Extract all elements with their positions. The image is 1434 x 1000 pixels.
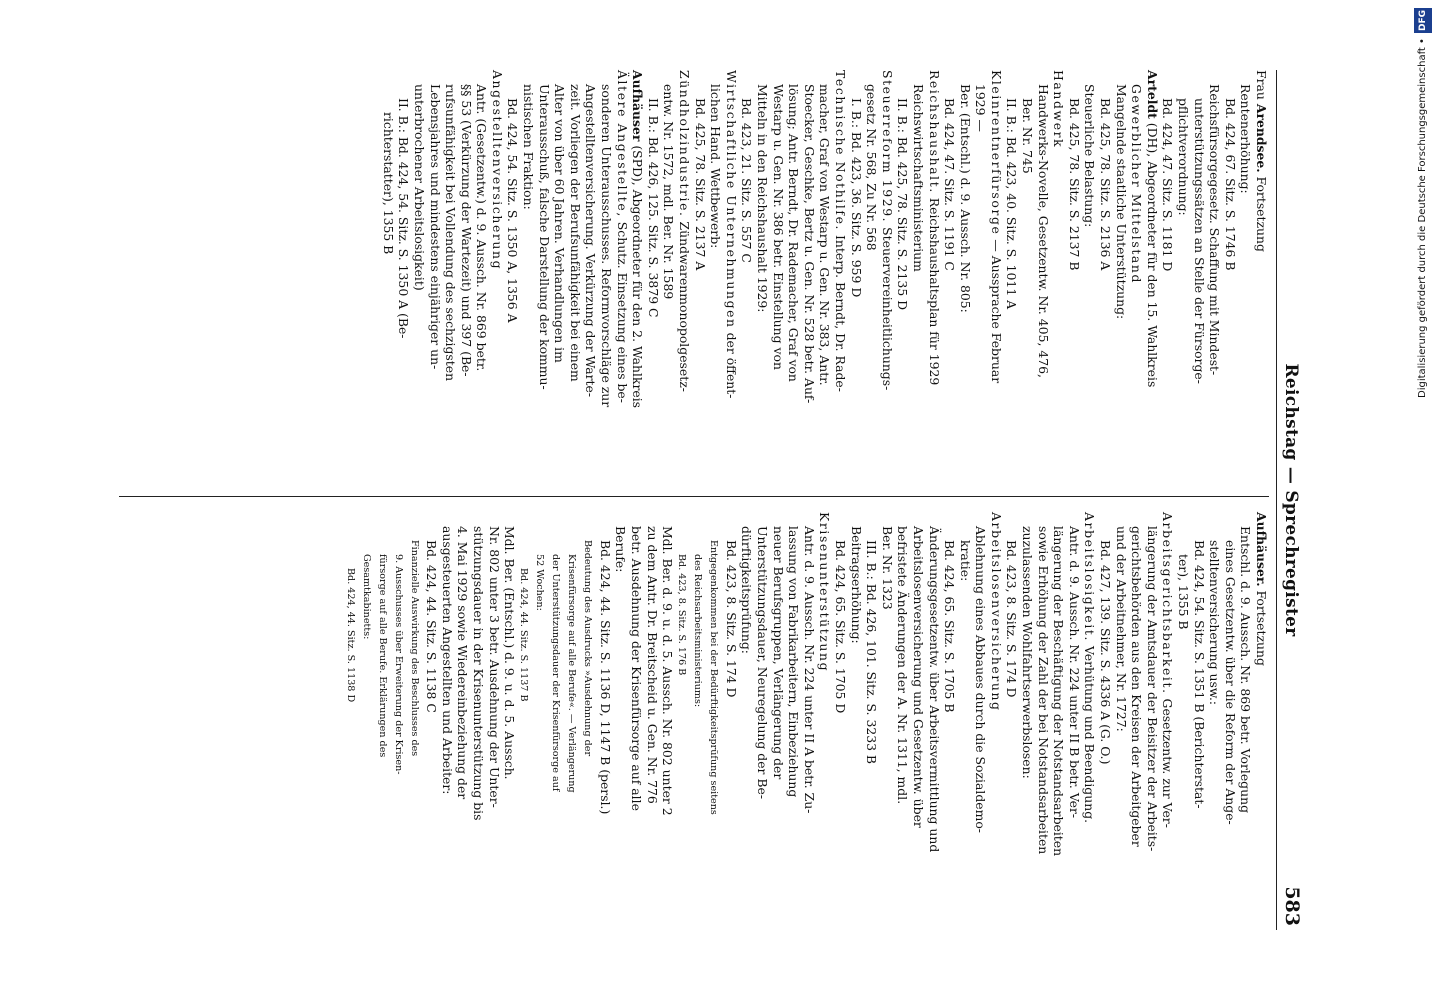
subject-heading: Ältere Angestellte, — [614, 70, 630, 218]
register-page — [107, 70, 1307, 930]
register-text: Reichswirtschaftsministerium — [910, 84, 926, 272]
register-text: Mdl. Ber. (Entschl.) d. 9. u. d. 5. Aussch. — [502, 526, 518, 780]
register-text: Steuerliche Belastung: — [1082, 84, 1098, 228]
register-text: pflichtverordnung: — [1176, 98, 1192, 216]
register-line — [628, 512, 644, 920]
register-line — [661, 70, 677, 478]
speaker-name: Arteldt — [1144, 70, 1160, 119]
register-line — [411, 70, 427, 478]
register-line — [502, 512, 518, 920]
register-text: neuer Berufsgruppen, Verlängerung der — [770, 526, 786, 780]
dfg-logo: DFG — [1414, 8, 1432, 33]
register-text: Ber. Nr. 745 — [1020, 98, 1036, 174]
register-line — [848, 70, 864, 478]
register-line — [895, 70, 911, 478]
subject-heading: Reichshaushalt. — [926, 70, 942, 194]
register-line — [723, 512, 739, 920]
register-text: II. B.: Bd. 423, 40. Sitz. S. 1011 A — [1004, 98, 1020, 310]
register-text: Bd. 425, 78. Sitz. S. 2136 A — [1098, 98, 1114, 271]
register-text: Schutz. Einsetzung eines be- — [614, 217, 630, 403]
register-text: befristete Änderungen der A. Nr. 1311, mdl. — [895, 526, 911, 805]
register-line — [645, 70, 661, 478]
register-line — [942, 512, 958, 920]
funding-note-text — [1414, 8, 1430, 988]
register-text: Antr. (Gesetzentw.) d. 9. Aussch. Nr. 869 betr. — [474, 84, 490, 372]
register-line — [1129, 512, 1145, 920]
register-line — [470, 512, 486, 920]
register-line — [1082, 70, 1098, 478]
page-header — [1273, 70, 1307, 930]
register-text: längerung der Amtsdauer der Beisitzer der Arbeits- — [1144, 526, 1160, 852]
subject-heading: Arbeitslosigkeit. — [1082, 512, 1098, 643]
register-text: II. B.: Bd. 425, 78. Sitz. S. 2135 D — [895, 98, 911, 311]
right-column — [344, 512, 1269, 920]
register-text: lassung von Fabrikarbeitern, Einbeziehung — [786, 526, 802, 798]
register-line — [864, 512, 880, 920]
register-line — [614, 70, 630, 478]
register-line — [691, 512, 707, 920]
register-line — [973, 512, 989, 920]
register-line — [486, 512, 502, 920]
register-text: betr. Ausdehnung der Krisenfürsorge auf alle — [629, 526, 645, 811]
register-text: III. B.: Bd. 426, 101. Sitz. S. 3233 B — [864, 540, 880, 765]
speaker-name: Arendsee. — [1254, 103, 1269, 173]
register-text: II. B.: Bd. 426, 125. Sitz. S. 3879 C — [645, 98, 661, 318]
register-line — [1035, 512, 1051, 920]
register-text: Mitteln in den Reichshaushalt 1929: — [755, 84, 770, 313]
register-text: Finanzielle Auswirkung des Beschlusses des — [408, 540, 420, 757]
register-line — [1097, 512, 1113, 920]
register-line — [926, 70, 942, 478]
register-line — [1051, 70, 1067, 478]
register-line — [942, 70, 958, 478]
subject-heading: Steuerreform 1929. — [879, 70, 895, 224]
register-text: lösung; Antr. Berndt, Dr. Rademacher, Graf von — [786, 84, 802, 382]
register-text: Antr. d. 9. Aussch. Nr. 224 unter II B betr. Ver- — [1066, 526, 1082, 819]
register-line — [396, 70, 412, 478]
register-line — [739, 512, 755, 920]
register-line — [879, 512, 895, 920]
register-text: Nr. 802 unter 3 betr. Ausdehnung der Unter- — [486, 526, 502, 808]
funding-note — [1411, 0, 1434, 1000]
register-text: dürftigkeitsprüfung: — [739, 526, 755, 654]
register-line — [864, 70, 880, 478]
register-line — [521, 70, 537, 478]
register-line — [723, 70, 739, 478]
register-line — [1129, 70, 1145, 478]
register-line — [692, 70, 708, 478]
register-text: Bd. 424, 44. Sitz. S. 1137 B — [518, 568, 530, 702]
register-text: Gesamtkabinetts: — [360, 554, 372, 640]
register-line — [597, 512, 613, 920]
register-text: Bd. 424, 44. Sitz. S. 1138 C — [424, 540, 440, 713]
register-line — [770, 512, 786, 920]
register-text: Bd. 423, 8. Sitz. S. 174 D — [723, 540, 739, 698]
register-line — [613, 512, 629, 920]
funding-note-separator: • — [1417, 38, 1428, 45]
register-text: 52 Wochen: — [534, 554, 546, 611]
register-text: Gesetzentw. zur Ver- — [1160, 694, 1176, 828]
register-line — [630, 70, 646, 478]
subject-heading: Arbeitslosenversicherung — [988, 512, 1004, 712]
register-text: Krisenfürsorge auf alle Berufe«. — Verlängerung — [566, 554, 578, 793]
register-line — [1113, 512, 1129, 920]
register-text: Bd. 425, 78. Sitz. S. 2137 A — [692, 98, 708, 271]
register-text: I. B.: Bd. 423, 36. Sitz. S. 959 D — [848, 98, 864, 298]
register-line — [879, 70, 895, 478]
register-line — [1160, 70, 1176, 478]
register-text: Bd. 424, 65. Sitz. S. 1705 D — [832, 540, 848, 714]
register-text: Bd. 424, 65. Sitz. S. 1705 B — [942, 540, 958, 713]
register-text: nistischen Fraktion: — [521, 84, 537, 210]
register-line — [1097, 70, 1113, 478]
register-text: Beitragserhöhung: — [848, 526, 864, 644]
register-line — [1020, 70, 1036, 478]
register-text: sowie Erhöhung der Zahl der bei Notstandsarbeiten — [1035, 526, 1051, 855]
subject-heading: Wirtschaftliche Unternehmungen — [723, 70, 739, 329]
register-line — [1175, 70, 1191, 478]
register-line — [644, 512, 660, 920]
register-line — [1082, 512, 1098, 920]
register-text: zeit. Vorliegen der Berufsunfähigkeit bei einem — [567, 84, 583, 382]
register-line — [567, 70, 583, 478]
register-line — [973, 70, 989, 478]
register-line — [1066, 70, 1082, 478]
register-line — [1144, 70, 1160, 478]
page-title: Reichstag — Sprechregister — [1281, 363, 1301, 637]
speaker-name: Aufhäuser — [630, 70, 646, 142]
register-text: des Reichsarbeitsministeriums: — [692, 554, 704, 708]
column-divider — [119, 496, 1269, 497]
register-text: zuzulassenden Wohlfahrtserwerbslosen: — [1020, 526, 1036, 779]
register-line — [988, 70, 1004, 478]
register-text: Mangelnde staatliche Unterstützung: — [1113, 84, 1129, 320]
register-text: Reichshaushaltsplan für 1929 — [926, 193, 942, 386]
register-line — [832, 70, 848, 478]
register-text: Bd. 423, 8. Sitz. S. 176 B — [676, 554, 688, 676]
register-text: Frau — [1254, 70, 1269, 104]
register-text: Entgegenkommen bei der Bedürftigkeitsprüfung seitens — [708, 540, 720, 815]
register-text: Bd. 424, 47. Sitz. S. 1191 C — [942, 98, 958, 271]
register-text: Ber. (Entschl.) d. 9. Aussch. Nr. 805: — [957, 84, 973, 313]
register-text: Unterausschuß, falsche Darstellung der kommu- — [536, 84, 552, 390]
register-line — [360, 512, 376, 920]
register-text: Bd. 424, 47. Sitz. S. 1181 D — [1160, 98, 1176, 272]
register-line — [1066, 512, 1082, 920]
register-text: Alter von über 60 Jahren. Verhandlungen im — [552, 84, 568, 363]
register-text: §§ 53 (Verkürzung der Wartezeit) und 397 (Be- — [458, 84, 474, 377]
register-line — [1004, 512, 1020, 920]
register-line — [1238, 70, 1254, 478]
register-text: fürsorge auf alle Berufe. Erklärungen des — [376, 554, 388, 758]
register-text: unterstützungssätzen an Stelle der Fürsorge- — [1191, 98, 1207, 384]
register-line — [675, 512, 691, 920]
register-text: Angestelltenversicherung. Verkürzung der Warte- — [583, 84, 599, 398]
register-line — [1035, 70, 1051, 478]
subject-heading: Handwerk — [1051, 70, 1067, 149]
register-line — [707, 512, 723, 920]
register-line — [583, 70, 599, 478]
register-text: Bd. 424, 67. Sitz. S. 1746 B — [1222, 98, 1238, 271]
register-text: Bd. 424, 44. Sitz. S. 1138 D — [344, 568, 356, 703]
register-text: ter), 1355 B — [1176, 554, 1192, 630]
register-text: Fortsetzung — [1254, 586, 1269, 666]
register-text: Arbeitslosenversicherung und Gesetzentw. über — [910, 526, 926, 828]
register-text: unterbrochener Arbeitslosigkeit) — [411, 84, 427, 291]
subject-heading: Krisenunterstützung — [817, 512, 833, 673]
register-text: Antr. d. 9. Aussch. Nr. 224 unter II A betr. Zu- — [801, 526, 817, 814]
register-line — [474, 70, 490, 478]
register-text: Unterstützungsdauer, Neuregelung der Be- — [755, 526, 770, 800]
register-line — [786, 70, 802, 478]
register-text: Lebensjahres und mindestens einjähriger un- — [427, 84, 443, 370]
register-text: Ber. Nr. 1323 — [879, 526, 895, 610]
register-line — [817, 512, 833, 920]
register-line — [458, 70, 474, 478]
register-text: Stoecker, Geschke, Bertz u. Gen. Nr. 528 betr. Auf- — [801, 84, 817, 404]
header-rule — [1276, 70, 1277, 930]
register-text: längerung der Beschäftigung der Notstandsarbeiten — [1051, 526, 1067, 857]
register-text: kratie: — [957, 540, 973, 582]
register-text: Mdl. Ber. d. 9. u. d. 5. Aussch. Nr. 802 unter 2 — [660, 526, 676, 816]
register-line — [926, 512, 942, 920]
register-line — [801, 512, 817, 920]
register-line — [957, 70, 973, 478]
left-column — [380, 70, 1269, 478]
register-line — [895, 512, 911, 920]
speaker-name: Aufhäuser. — [1254, 512, 1269, 587]
register-line — [988, 512, 1004, 920]
register-line — [344, 512, 360, 920]
register-text: Interp. Berndt, Dr. Rade- — [832, 231, 848, 392]
register-line — [754, 70, 770, 478]
subject-heading: Angestelltenversicherung — [489, 70, 505, 271]
register-text: Änderungsgesetzentw. über Arbeitsvermittlung und — [926, 526, 942, 853]
register-text: gesetz Nr. 568, Zu Nr. 568 — [864, 84, 880, 251]
register-text: Bedeutung des Ausdrucks »Ausdehnung der — [582, 540, 594, 757]
register-text: ausgesteuerten Angestellten und Arbeiter: — [439, 526, 455, 795]
register-text: richterstatter), 1355 B — [380, 112, 396, 255]
register-text: Ablehnung eines Abbaues durch die Sozialdemo- — [973, 526, 989, 833]
register-text: und der Arbeitnehmer, Nr. 1727: — [1113, 526, 1129, 732]
register-text: zu dem Antr. Dr. Breitscheid u. Gen. Nr. 776 — [644, 526, 660, 804]
register-line — [1222, 70, 1238, 478]
register-text: Reichsfürsorgegesetz. Schaffung mit Mindest- — [1207, 84, 1223, 376]
register-text: Verhütung und Beendigung. — [1082, 642, 1098, 824]
register-line — [754, 512, 770, 920]
register-line — [598, 70, 614, 478]
register-text: eines Gesetzentw. über die Reform der Ange- — [1222, 540, 1238, 825]
register-text: Entschl. d. 9. Aussch. Nr. 869 betr. Vorlegung — [1238, 526, 1254, 813]
register-text: Bd. 423, 21. Sitz. S. 557 C — [739, 98, 755, 263]
register-line — [832, 512, 848, 920]
register-text: Zündwarenmonopolgesetz- — [677, 217, 693, 392]
register-line — [801, 70, 817, 478]
register-text: macher, Graf von Westarp u. Gen. Nr. 383, Antr. — [817, 84, 833, 386]
register-line — [660, 512, 676, 920]
register-text: Fortsetzung — [1254, 172, 1269, 252]
register-text: 4. Mai 1929 sowie Wiedereinbeziehung der — [455, 526, 471, 800]
register-line — [1113, 70, 1129, 478]
register-line — [910, 512, 926, 920]
register-line — [676, 70, 692, 478]
subject-heading: Arbeitsgerichtsbarkeit. — [1160, 512, 1176, 695]
register-line — [1191, 512, 1207, 920]
register-text: Steuervereinheitlichungs- — [879, 223, 895, 391]
register-text: gerichtsbehörden aus den Kreisen der Arbeitgeber — [1129, 526, 1145, 847]
register-line — [376, 512, 392, 920]
register-text: — Aussprache Februar — [988, 235, 1004, 384]
register-line — [424, 512, 440, 920]
register-line — [1004, 70, 1020, 478]
register-text: Bd. 424, 54. Sitz. S. 1350 A, 1356 A — [505, 98, 521, 323]
register-line — [739, 70, 755, 478]
register-text: Bd. 427, 139. Sitz. S. 4336 A (G. O.) — [1098, 540, 1114, 765]
subject-heading: Kleinrentnerfürsorge — [988, 70, 1004, 236]
subject-heading: Gewerblicher Mittelstand — [1129, 84, 1145, 285]
register-text: der öffent- — [723, 328, 739, 399]
register-line — [848, 512, 864, 920]
register-text: der Unterstützungsdauer der Krisenfürsorge auf — [550, 554, 562, 792]
register-text: Bd. 425, 78. Sitz. S. 2137 B — [1066, 98, 1082, 271]
register-line — [708, 70, 724, 478]
register-line — [1238, 512, 1254, 920]
register-text: Bd. 424, 54. Sitz. S. 1351 B (Berichterstat- — [1191, 540, 1207, 809]
register-line — [1207, 70, 1223, 478]
register-text: lichen Hand. Wettbewerb: — [708, 84, 724, 249]
subject-heading: Zündholzindustrie. — [677, 70, 693, 218]
register-line — [439, 512, 455, 920]
register-line — [1207, 512, 1223, 920]
register-line — [505, 70, 521, 478]
register-line — [443, 70, 459, 478]
funding-note-label: Digitalisierung gefördert durch die Deutsche Forschungsgemeinschaft — [1417, 47, 1428, 399]
register-line — [1051, 512, 1067, 920]
page-number: 583 — [1281, 886, 1303, 926]
register-line — [565, 512, 581, 920]
register-line — [517, 512, 533, 920]
register-text: stelltenversicherung usw.: — [1207, 540, 1223, 706]
register-text: II. B.: Bd. 424, 54. Sitz. S. 1350 A (Be- — [396, 98, 412, 339]
register-text: rufsunfähigkeit bei Vollendung des sechzigsten — [443, 84, 459, 382]
register-text: (SPD), Abgeordneter für den 2. Wahlkreis — [630, 141, 646, 409]
register-line — [380, 70, 396, 478]
register-text: Bd. 423, 8. Sitz. S. 174 D — [1004, 540, 1020, 698]
register-line — [1253, 70, 1269, 478]
register-text: entw. Nr. 1572, mdl. Ber. Nr. 1589 — [661, 84, 677, 300]
register-line — [910, 70, 926, 478]
register-text: (DH), Abgeordneter für den 15. Wahlkreis — [1144, 118, 1160, 388]
register-line — [392, 512, 408, 920]
register-line — [1191, 70, 1207, 478]
register-line — [1144, 512, 1160, 920]
register-line — [536, 70, 552, 478]
register-line — [549, 512, 565, 920]
register-line — [1175, 512, 1191, 920]
register-text: Berufe: — [613, 526, 629, 573]
register-text: 9. Ausschusses über Erweiterung der Krisen- — [392, 554, 404, 775]
register-line — [455, 512, 471, 920]
register-text: Handwerks-Novelle, Gesetzentw. Nr. 405, 476, — [1035, 84, 1051, 378]
register-line — [1222, 512, 1238, 920]
register-line — [533, 512, 549, 920]
register-line — [552, 70, 568, 478]
register-line — [957, 512, 973, 920]
register-line — [427, 70, 443, 478]
register-line — [770, 70, 786, 478]
register-line — [817, 70, 833, 478]
subject-heading: Technische Nothilfe. — [832, 70, 848, 232]
register-line — [786, 512, 802, 920]
register-text: sonderen Unterausschusses. Reformvorschläge zur — [599, 84, 615, 408]
register-text: Rentenerhöhung: — [1238, 84, 1254, 194]
register-text: 1929 — — [973, 84, 989, 132]
register-line — [1020, 512, 1036, 920]
register-line — [581, 512, 597, 920]
register-line — [1253, 512, 1269, 920]
register-line — [1160, 512, 1176, 920]
register-line — [489, 70, 505, 478]
register-text: stützungsdauer in der Krisenunterstützung bis — [471, 526, 487, 821]
register-text: Bd. 424, 44. Sitz. S. 1136 D, 1147 B (persl.) — [597, 540, 613, 815]
register-line — [408, 512, 424, 920]
register-text: Westarp u. Gen. Nr. 386 betr. Einstellung von — [770, 84, 786, 370]
